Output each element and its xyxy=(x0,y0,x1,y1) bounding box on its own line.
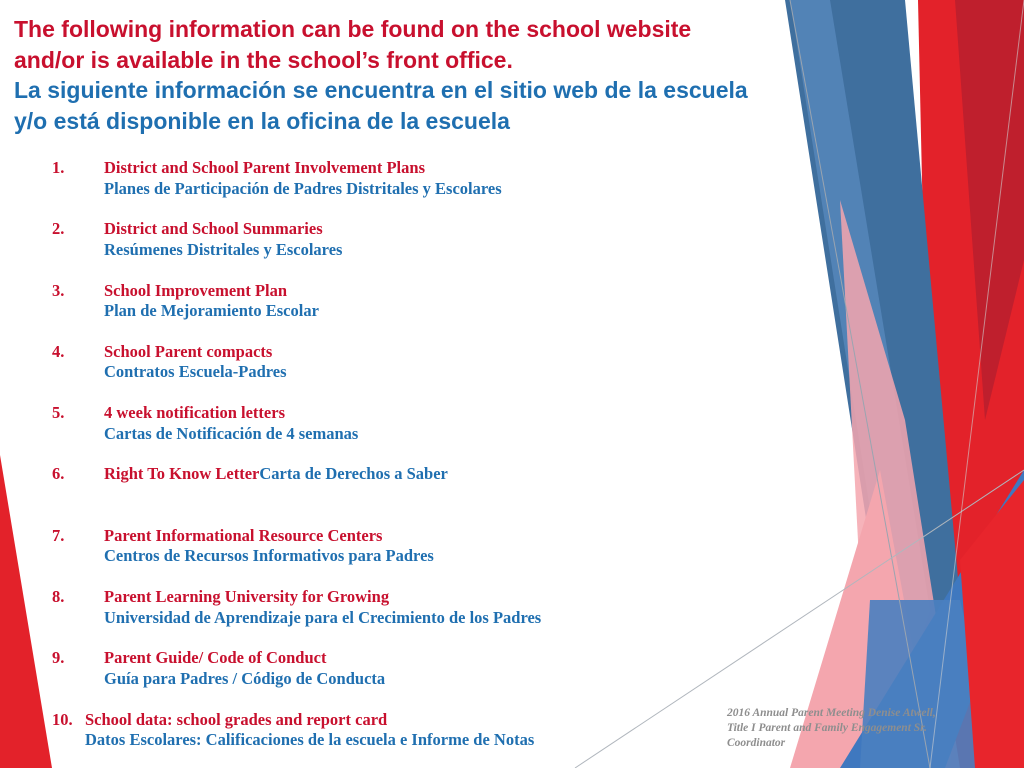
list-item xyxy=(52,710,752,771)
slide-heading xyxy=(14,14,804,136)
heading-en-line2: and/or is available in the school’s front office. xyxy=(14,46,513,73)
item-english: District and School Parent Involvement Plans xyxy=(104,158,425,177)
item-number: 8. xyxy=(52,587,65,607)
item-english: Right To Know Letter xyxy=(104,464,260,484)
item-spanish: Resúmenes Distritales y Escolares xyxy=(104,239,343,259)
heading-es-line2: y/o está disponible en la oficina de la escuela xyxy=(14,107,510,134)
item-number: 5. xyxy=(52,403,65,423)
list-item xyxy=(52,526,752,587)
document-list xyxy=(52,158,752,771)
list-item xyxy=(52,219,752,280)
list-item xyxy=(52,281,752,342)
footer-line3: Coordinator xyxy=(727,737,786,749)
item-spanish: Plan de Mejoramiento Escolar xyxy=(104,301,319,321)
list-item xyxy=(52,587,752,648)
list-item xyxy=(52,158,752,219)
item-english: Parent Learning University for Growing xyxy=(104,587,390,607)
left-red-shape xyxy=(0,455,52,768)
item-number: 6. xyxy=(52,464,65,484)
item-spanish: Cartas de Notificación de 4 semanas xyxy=(104,423,359,443)
item-spanish: Contratos Escuela-Padres xyxy=(104,362,287,382)
footer-line2: Title I Parent and Family Engagement Sr. xyxy=(727,722,927,734)
item-spanish: Universidad de Aprendizaje para el Crecimiento de los Padres xyxy=(104,607,542,627)
item-spanish: Centros de Recursos Informativos para Padres xyxy=(104,546,434,566)
item-english: School Parent compacts xyxy=(104,341,273,361)
list-item xyxy=(52,648,752,709)
item-english: 4 week notification letters xyxy=(104,403,285,423)
item-number: 3. xyxy=(52,280,65,300)
item-spanish: Guía para Padres / Código de Conducta xyxy=(104,668,386,688)
list-item xyxy=(52,342,752,403)
item-number: 1. xyxy=(52,158,65,177)
item-spanish: Datos Escolares: Calificaciones de la escuela e Informe de Notas xyxy=(85,730,535,750)
item-english: School Improvement Plan xyxy=(104,280,288,300)
list-item xyxy=(52,403,752,464)
list-item xyxy=(52,464,752,525)
item-english: District and School Summaries xyxy=(104,219,323,239)
item-spanish: Carta de Derechos a Saber xyxy=(259,464,448,484)
item-english: Parent Guide/ Code of Conduct xyxy=(104,648,327,668)
item-number: 4. xyxy=(52,341,65,361)
heading-es-line1: La siguiente información se encuentra en el sitio web de la escuela xyxy=(14,77,748,103)
footer-line1: 2016 Annual Parent Meeting Denise Atwell, xyxy=(727,707,936,719)
item-number: 2. xyxy=(52,219,65,239)
footer-credit xyxy=(727,706,977,751)
item-english: Parent Informational Resource Centers xyxy=(104,525,383,545)
item-english: School data: school grades and report card xyxy=(85,709,388,729)
item-number: 7. xyxy=(52,525,65,545)
heading-en-line1: The following information can be found on the school website xyxy=(14,16,692,42)
item-number: 9. xyxy=(52,648,65,668)
item-number: 10. xyxy=(52,709,73,729)
item-spanish: Planes de Participación de Padres Distritales y Escolares xyxy=(104,178,502,198)
